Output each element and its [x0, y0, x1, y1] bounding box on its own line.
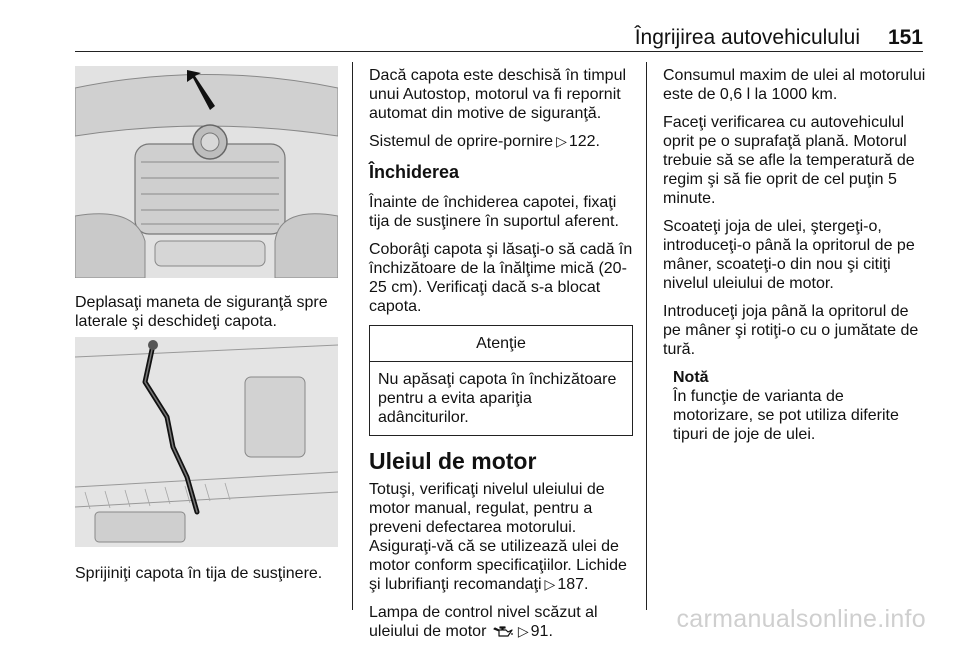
stop-start-reference: [369, 132, 633, 151]
triangle-right-icon: ▷: [544, 576, 556, 592]
column-divider-right: [646, 62, 647, 610]
column-divider-left: [352, 62, 353, 610]
support-rod-illustration: [75, 337, 338, 547]
hood-release-illustration: [75, 66, 338, 278]
watermark: carmanualsonline.info: [676, 605, 926, 633]
autostop-paragraph: Dacă capota este deschisă în timpul unui Autostop, motorul va fi repornit automat din motive de siguranţă.: [369, 67, 627, 122]
oil-spec-paragraph: [369, 537, 633, 594]
heading-engine-oil: Uleiul de motor: [369, 448, 537, 474]
warning-text: Nu apăsaţi capota în închizătoare pentru a evita apariţia adânciturilor.: [378, 371, 617, 426]
middle-column: [369, 66, 633, 652]
oil-lamp-text: Lampa de control nivel scăzut al uleiului de motor: [369, 604, 598, 640]
note-text: În funcţie de varianta de motorizare, se pot utiliza diferite tipuri de joje de ulei.: [673, 388, 899, 443]
check-conditions-paragraph: Faceţi verificarea cu autovehiculul oprit pe o suprafaţă plană. Motorul trebuie să se afle la temperatură de regim şi să fie oprit de cel puţin 5 minute.: [663, 114, 915, 207]
dipstick-insert-paragraph: Introduceţi joja până la opritorul de pe mâner şi rotiţi-o cu o jumătate de tură.: [663, 303, 919, 358]
triangle-right-icon: ▷: [556, 133, 567, 149]
oil-spec-page-ref[interactable]: 187.: [557, 576, 589, 593]
warning-box: [369, 325, 633, 436]
page-number: 151: [887, 26, 923, 49]
right-column: [663, 66, 927, 444]
oil-consumption-paragraph: Consumul maxim de ulei al motorului este de 0,6 l la 1000 km.: [663, 67, 926, 103]
stop-start-text: Sistemul de oprire-pornire: [369, 133, 554, 150]
oil-check-paragraph: Totuşi, verificaţi nivelul uleiului de motor manual, regulat, pentru a preveni defectarea motorului.: [369, 481, 605, 536]
oil-lamp-paragraph: [369, 603, 633, 643]
note-block: [673, 368, 927, 444]
closing-paragraph-2: Coborâţi capota şi lăsaţi-o să cadă în închizătoare de la înălţime mică (20-25 cm). Verificaţi dacă s-a blocat capota.: [369, 241, 633, 315]
stop-start-page-ref[interactable]: 122.: [568, 133, 600, 150]
figure2-caption: Sprijiniţi capota în tija de susţinere.: [75, 565, 323, 582]
figure-hood-support-rod: [75, 337, 338, 547]
header-rule: [75, 51, 923, 52]
oil-can-icon: [493, 624, 513, 643]
closing-paragraph-1: Înainte de închiderea capotei, fixaţi tija de susţinere în suportul aferent.: [369, 194, 619, 230]
dipstick-read-paragraph: Scoateţi joja de ulei, ştergeţi-o, introduceţi-o până la opritorul de pe mâner, scoateţi-o din nou şi citiţi nivelul uleiului de motor.: [663, 218, 915, 292]
warning-title: Atenţie: [370, 326, 632, 362]
oil-lamp-page-ref[interactable]: 91.: [530, 623, 553, 640]
figure-hood-release: [75, 66, 338, 278]
triangle-right-icon: ▷: [517, 623, 529, 639]
heading-closing: Închiderea: [369, 162, 460, 182]
note-title: Notă: [673, 369, 709, 386]
figure1-caption: Deplasaţi maneta de siguranţă spre laterale şi deschideţi capota.: [75, 294, 328, 330]
header-title: Îngrijirea autovehiculului: [634, 26, 860, 49]
oil-spec-text: Asiguraţi-vă că se utilizează ulei de motor conform specificaţiilor. Lichide şi lubrifianţi recomandaţi: [369, 538, 627, 593]
